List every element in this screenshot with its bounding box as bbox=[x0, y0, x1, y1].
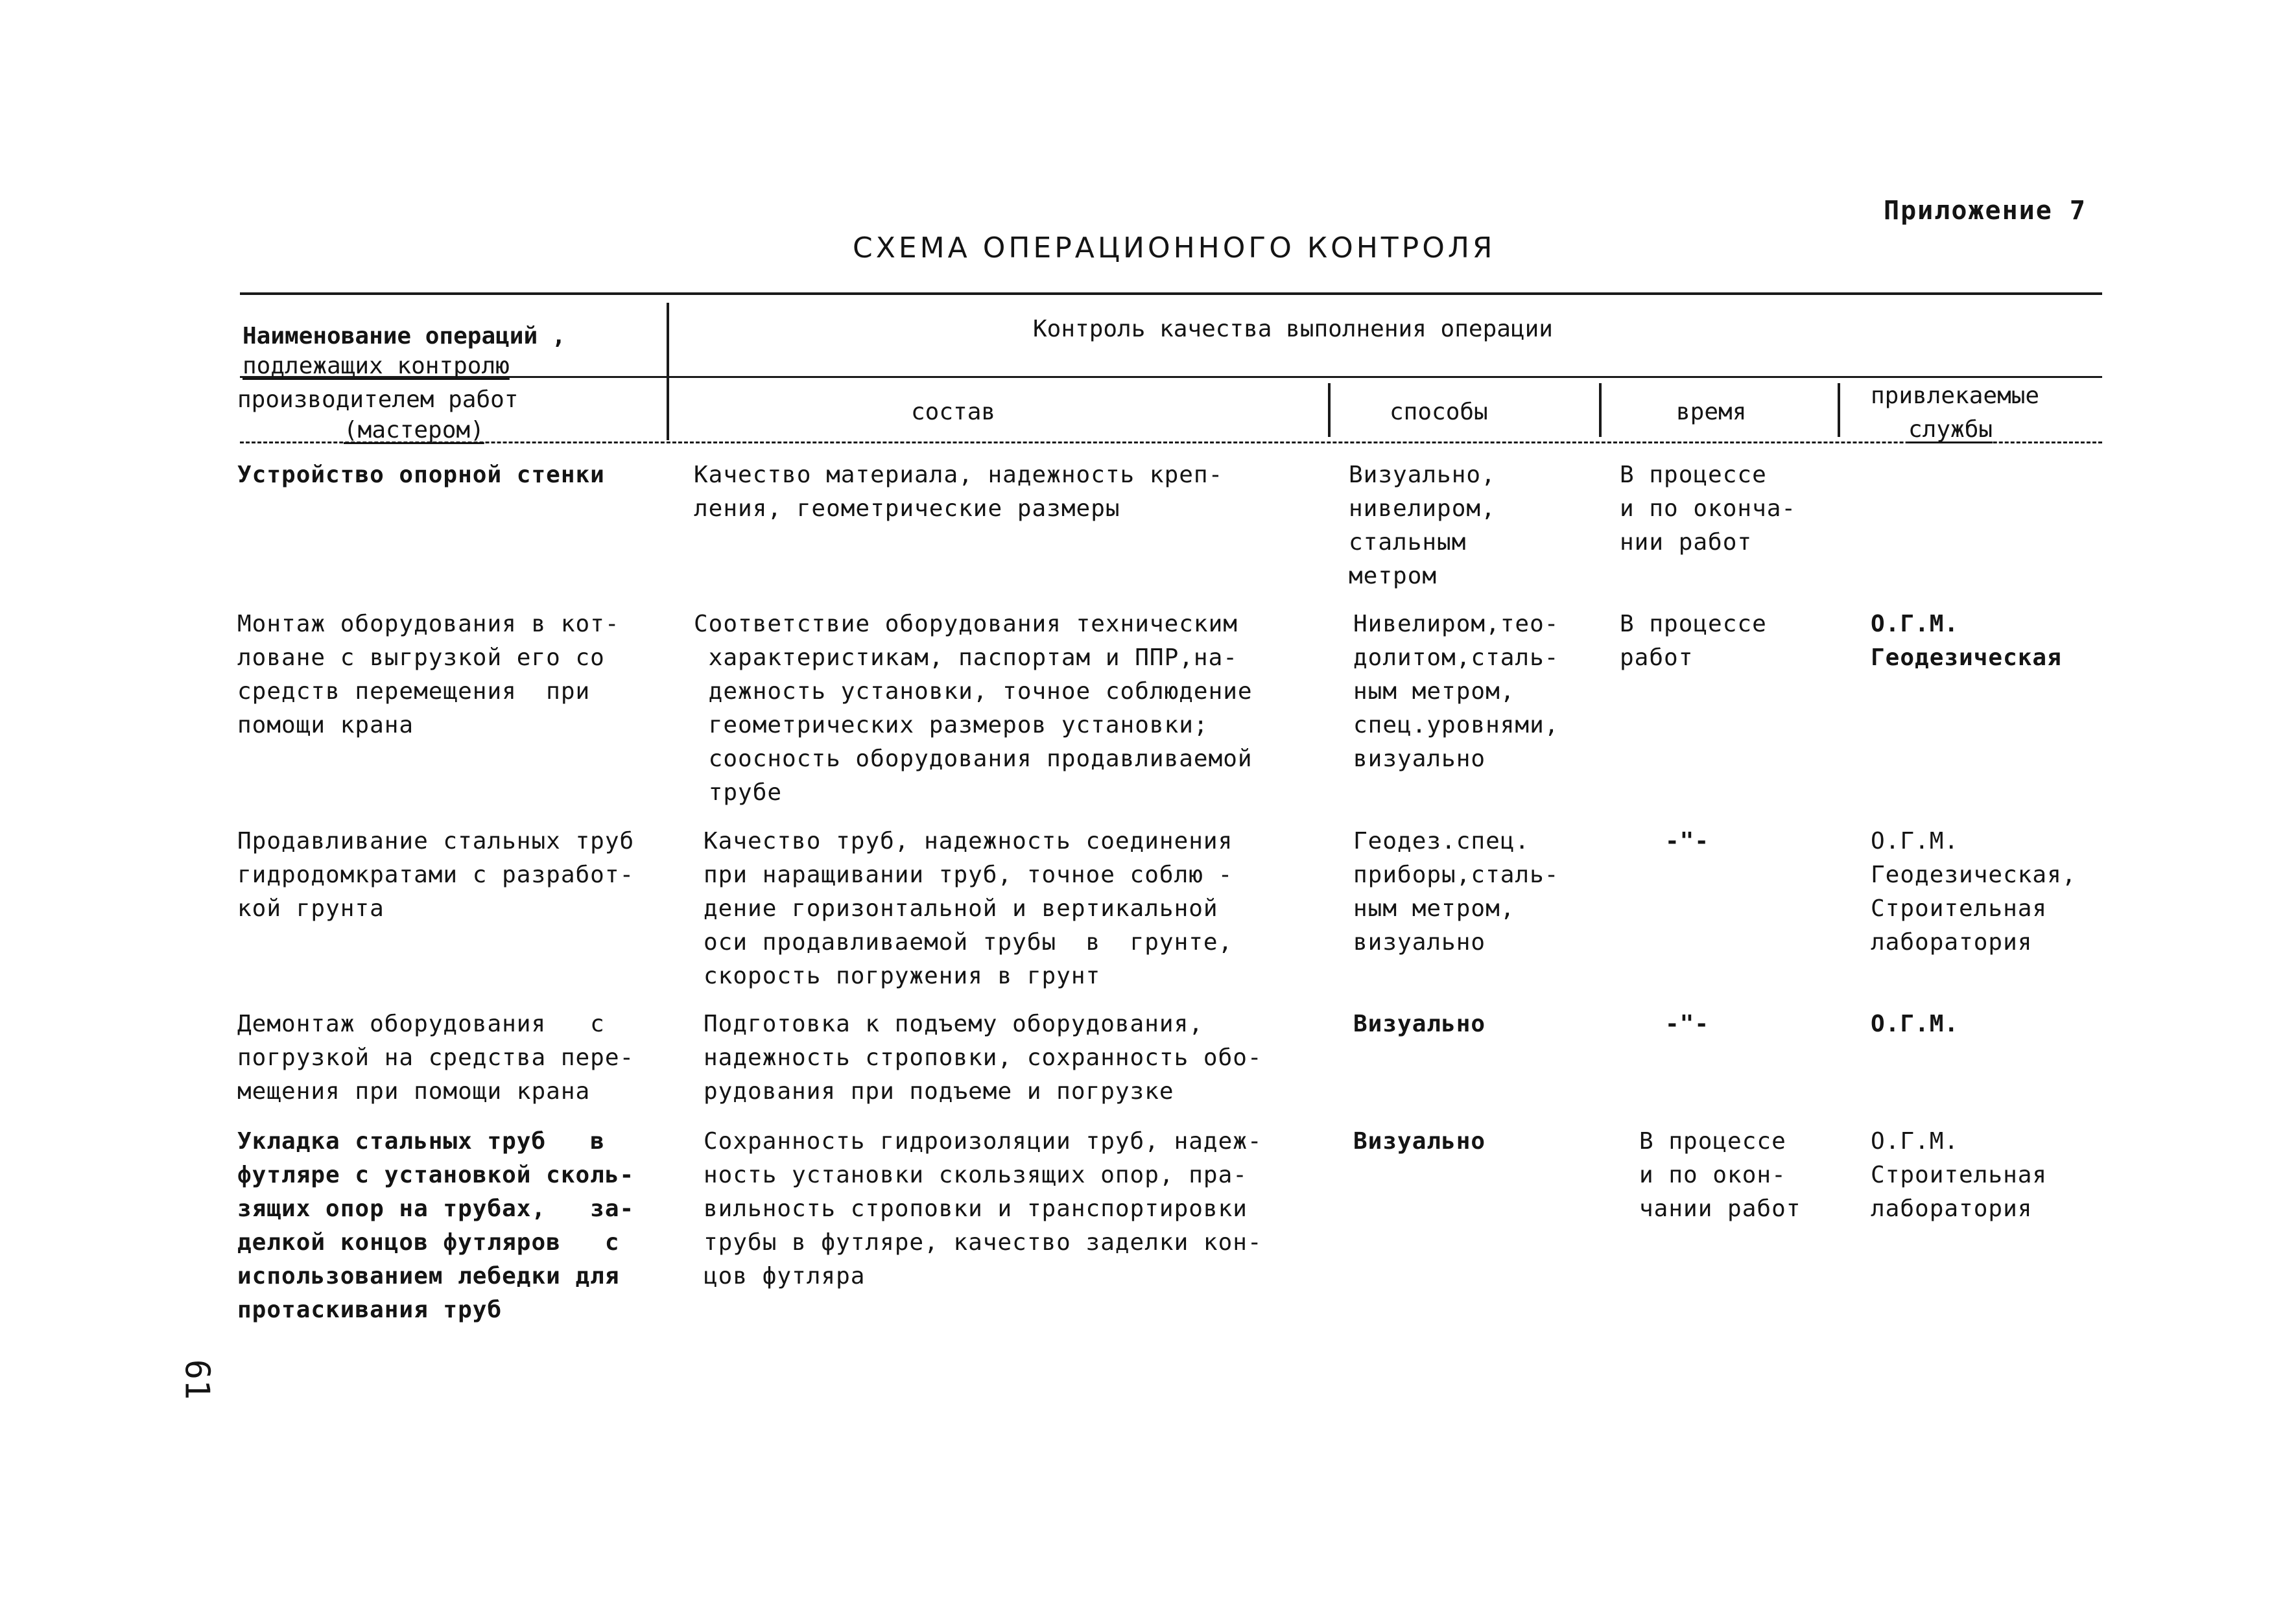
row-2-operation: Монтаж оборудования в кот- ловане с выгрузкой его со средств перемещения при помощи крана bbox=[237, 611, 620, 738]
header-divider-time bbox=[1599, 383, 1602, 437]
header-divider-main bbox=[667, 303, 669, 440]
header-operation-line-1: Наименование операций , bbox=[243, 323, 566, 349]
row-3-composition: Качество труб, надежность соединения при наращивании труб, точное соблю - дение горизонтальной и вертикальной оси продавливаемой трубы в грунте, скорость погружения в грунт bbox=[704, 828, 1233, 989]
row-1-composition: Качество материала, надежность креп- ления, геометрические размеры bbox=[694, 462, 1224, 522]
row-1-methods: Визуально, нивелиром, стальным метром bbox=[1349, 462, 1496, 589]
header-divider-services bbox=[1838, 383, 1840, 437]
appendix-label: Приложение 7 bbox=[1884, 196, 2087, 226]
row-4-operation: Демонтаж оборудования с погрузкой на средства пере- мещения при помощи крана bbox=[237, 1011, 635, 1105]
row-3-time: -"- bbox=[1665, 828, 1710, 854]
row-1-time: В процессе и по оконча- нии работ bbox=[1620, 462, 1797, 556]
header-services-line-2: службы bbox=[1908, 416, 1993, 443]
header-mid-rule bbox=[240, 376, 2102, 378]
row-2-time: В процессе работ bbox=[1620, 611, 1767, 671]
row-4-services: О.Г.М. bbox=[1871, 1011, 1959, 1037]
header-operation-line-3: производителем работ bbox=[237, 386, 519, 413]
header-services-line-1: привлекаемые bbox=[1871, 382, 2040, 409]
row-5-services: О.Г.М. Строительная лаборатория bbox=[1871, 1128, 2048, 1222]
row-5-composition: Сохранность гидроизоляции труб, надеж- ность установки скользящих опор, пра- вильность строповки и транспортировки трубы в футляре, качество заделки кон- цов футляра bbox=[704, 1128, 1262, 1289]
header-bottom-rule bbox=[240, 441, 2102, 443]
page-title: СХЕМА ОПЕРАЦИОННОГО КОНТРОЛЯ bbox=[853, 231, 1496, 265]
row-1-operation: Устройство опорной стенки bbox=[237, 462, 605, 488]
row-4-composition: Подготовка к подъему оборудования, надежность строповки, сохранность обо- рудования при подъеме и погрузке bbox=[704, 1011, 1262, 1105]
header-operation-line-4: (мастером) bbox=[344, 417, 484, 443]
row-3-methods: Геодез.спец. приборы,сталь- ным метром, визуально bbox=[1353, 828, 1559, 956]
row-2-composition: Соответствие оборудования техническим характеристикам, паспортам и ППР,на- дежность установки, точное соблюдение геометрических размеров установки; соосность оборудования продавливаемой трубе bbox=[694, 611, 1253, 806]
header-quality-control: Контроль качества выполнения операции bbox=[1033, 316, 1553, 342]
header-time: время bbox=[1676, 399, 1747, 425]
header-operation-line-2: подлежащих контролю bbox=[243, 353, 510, 379]
row-2-services: О.Г.М. Геодезическая bbox=[1871, 611, 2062, 671]
row-5-operation: Укладка стальных труб в футляре с установкой сколь- зящих опор на трубах, за- делкой концов футляров с использованием лебедки для протаскивания труб bbox=[237, 1128, 635, 1323]
row-3-services: О.Г.М. Геодезическая, Строительная лаборатория bbox=[1871, 828, 2077, 956]
table-top-rule bbox=[240, 292, 2102, 295]
page-number: 61 bbox=[177, 1359, 217, 1400]
header-composition: состав bbox=[911, 399, 996, 425]
row-3-operation: Продавливание стальных труб гидродомкратами с разработ- кой грунта bbox=[237, 828, 635, 922]
row-5-methods: Визуально bbox=[1353, 1128, 1486, 1155]
row-4-methods: Визуально bbox=[1353, 1011, 1486, 1037]
row-2-methods: Нивелиром,тео- долитом,сталь- ным метром, спец.уровнями, визуально bbox=[1353, 611, 1559, 772]
row-5-time: В процессе и по окон- чании работ bbox=[1639, 1128, 1801, 1222]
header-methods: способы bbox=[1390, 399, 1488, 425]
row-4-time: -"- bbox=[1665, 1011, 1710, 1037]
header-divider-methods bbox=[1328, 383, 1331, 437]
